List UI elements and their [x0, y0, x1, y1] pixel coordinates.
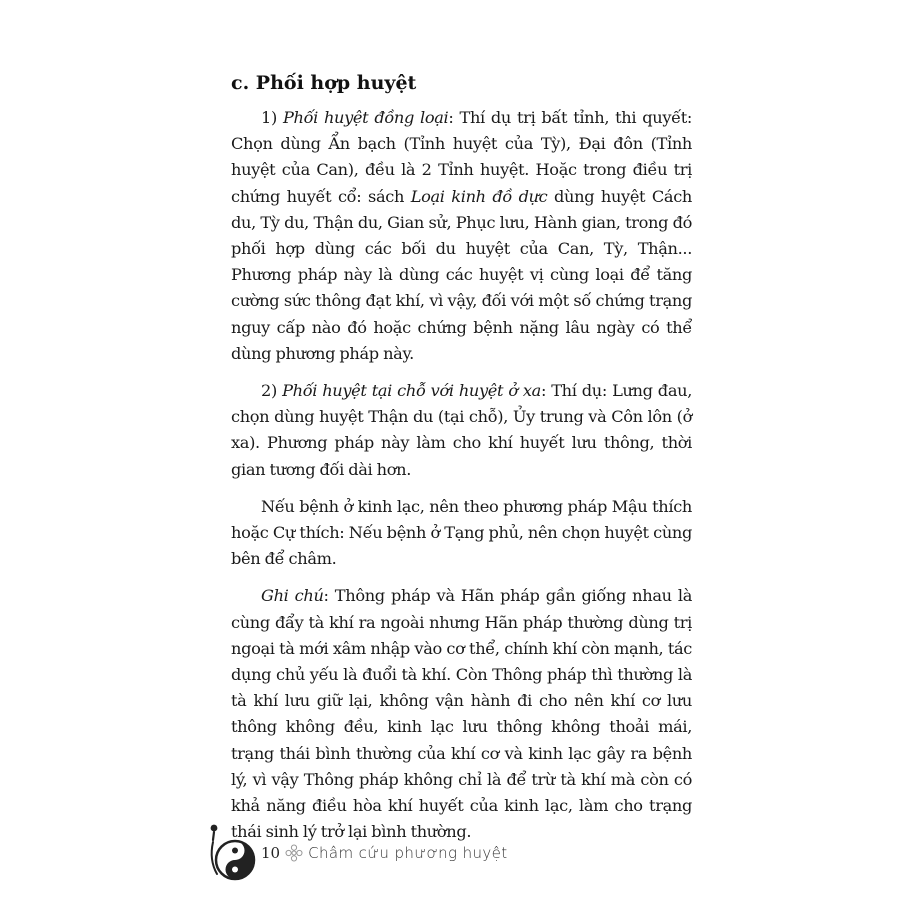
italic-term: Phối huyệt tại chỗ với huyệt ở xa: [282, 381, 541, 401]
paragraph-2: [231, 378, 692, 483]
section-heading: c. Phối hợp huyệt: [231, 72, 417, 94]
running-title: Châm cứu phương huyệt: [308, 844, 508, 862]
yin-yang-figure-icon: [205, 822, 259, 884]
italic-term: Loại kinh đồ dực: [410, 186, 548, 206]
flower-ornament-icon: [285, 844, 303, 862]
paragraph-3: [231, 494, 692, 573]
italic-term: Phối huyệt đồng loại: [282, 108, 449, 127]
paragraph-4: [231, 583, 692, 845]
text-run: Nếu bệnh ở kinh lạc, nên theo phương pháp Mậu thích hoặc Cự thích: Nếu bệnh ở Tạng phủ, nên chọn huyệt cùng bên để châm.: [231, 496, 692, 569]
page-content: [231, 70, 692, 856]
page-footer: [205, 822, 508, 884]
text-run: 1): [261, 108, 283, 127]
text-run: : Thí dụ trị bất tỉnh, thi quyết: Chọn dùng Ẩn bạch (Tỉnh huyệt của Tỳ), Đại đôn (Tỉnh huyệt của Can), đều là 2 Tỉnh huyệt. Hoặc trong điều trị chứng huyết cổ: sách: [231, 108, 692, 206]
paragraph-1: [231, 105, 692, 367]
text-run: : Thông pháp và Hãn pháp gần giống nhau là cùng đẩy tà khí ra ngoài nhưng Hãn pháp thường dùng trị ngoại tà mới xâm nhập vào cơ thể, chính khí còn mạnh, tác dụng chủ yếu là đuổi tà khí. Còn Thông pháp thì thường là tà khí lưu giữ lại, không vận hành đi cho nên khí cơ lưu thông không đều, kinh lạc lưu thông không thoải mái, trạng thái bình thường của khí cơ và kinh lạc gây ra bệnh lý, vì vậy Thông pháp không chỉ là để trừ tà khí mà còn có khả năng điều hòa khí huyết của kinh lạc, làm cho trạng thái sinh lý trở lại bình thường.: [231, 586, 692, 842]
italic-term: Ghi chú: [261, 586, 324, 606]
text-run: dùng huyệt Cách du, Tỳ du, Thận du, Gian sử, Phục lưu, Hành gian, trong đó phối hợp dùng các bối du huyệt của Can, Tỳ, Thận... Phương pháp này là dùng các huyệt vị cùng loại để tăng cường sức thông đạt khí, vì vậy, đối với một số chứng trạng nguy cấp nào đó hoặc chứng bệnh nặng lâu ngày có thể dùng phương pháp này.: [231, 186, 692, 363]
text-run: 2): [261, 381, 283, 401]
text-run: : Thí dụ: Lưng đau, chọn dùng huyệt Thận du (tại chỗ), Ủy trung và Côn lôn (ở xa). Phương pháp này làm cho khí huyết lưu thông, thời gian tương đối dài hơn.: [231, 381, 692, 479]
page-number: 10: [261, 844, 281, 862]
